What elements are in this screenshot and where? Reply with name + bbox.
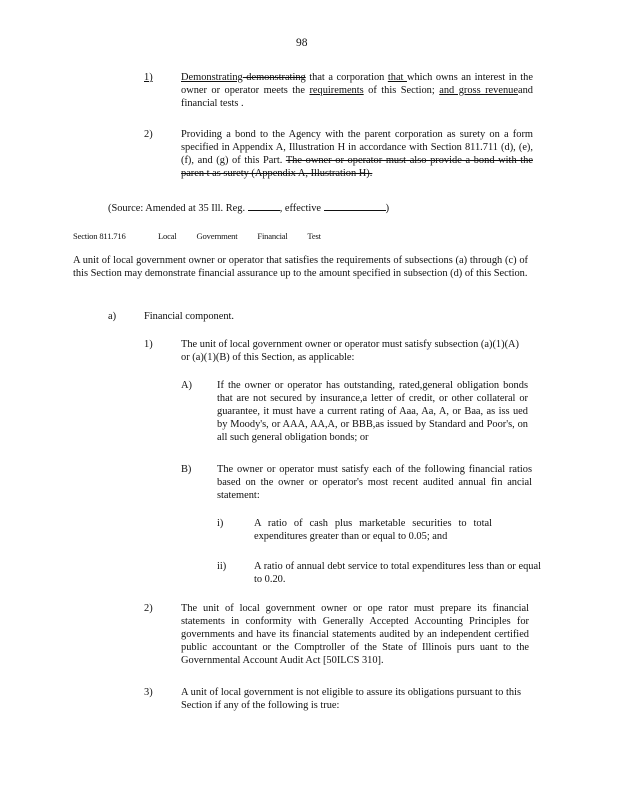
sub-i-text: A ratio of cash plus marketable securities to total expenditures greater than or equal to 0.05; and bbox=[254, 518, 492, 542]
intro-paragraph: A unit of local government owner or operator that satisfies the requirements of subsections (a) through (c) of this Section may demonstrate financial assurance up to the amount specified in subsection (d) of this Section. bbox=[73, 255, 528, 279]
item-1-text: Demonstrating demonstrating that a corporation that which owns an interest in the owner or operator meets the requirements of this Section; and gross revenueand financial tests . bbox=[181, 72, 533, 109]
sub-a1-text: The unit of local government owner or operator must satisfy subsection (a)(1)(A) or (a)(1)(B) of this Section, as applicable: bbox=[181, 339, 519, 363]
struck-text: The owner or operator must also provide a bond with the paren t as surety (Appendix A, Illustration H). bbox=[181, 154, 533, 179]
reg-page-blank bbox=[248, 200, 280, 211]
effective-date-blank bbox=[324, 200, 386, 211]
sub-a-text: Financial component. bbox=[144, 311, 235, 322]
sub-a-label: a) bbox=[108, 311, 117, 322]
sub-B-text: The owner or operator must satisfy each of the following financial ratios based on the owner or operator's most recent audited annual fin ancial statement: bbox=[217, 464, 532, 501]
item-1-label: 1) bbox=[144, 72, 153, 83]
sub-i-label: i) bbox=[217, 518, 224, 529]
sub-ii-label: ii) bbox=[217, 561, 227, 572]
sub-a1-label: 1) bbox=[144, 339, 153, 350]
section-title: Local Government Financial Test bbox=[158, 231, 321, 241]
page-number: 98 bbox=[296, 37, 308, 49]
item-2-text: Providing a bond to the Agency with the parent corporation as surety on a form specified in Appendix A, Illustration H in accordance with Section 811.711 (d), (e), (f), and (g) of this Part. The owner or operator must also provide a bond with the paren t as surety (Appendix A, Illustration H). bbox=[181, 129, 533, 179]
source-note: (Source: Amended at 35 Ill. Reg. , effective ) bbox=[108, 200, 538, 216]
sub-A-label: A) bbox=[181, 380, 192, 391]
sub-ii-text: A ratio of annual debt service to total expenditures less than or equal to 0.20. bbox=[254, 561, 541, 585]
sub-B-label: B) bbox=[181, 464, 192, 475]
section-number: Section 811.716 bbox=[73, 231, 126, 241]
sub-A-text: If the owner or operator has outstanding, rated,general obligation bonds that are not secured by insurance,a letter of credit, or other collateral or guarantee, it must have a current rating of Aaa, Aa, A, or Baa, as iss ued by Moody's, or AAA, AA,A, or BBB,as issued by Standard and Poor's, on all such general obligation bonds; or bbox=[217, 380, 528, 443]
item-2-label: 2) bbox=[144, 129, 153, 140]
sub-a3-label: 3) bbox=[144, 687, 153, 698]
sub-a2-text: The unit of local government owner or ope rator must prepare its financial statements in conformity with Generally Accepted Accounting Principles for governments and have its financial statements audited by an independent certified public accountant or the Comptroller of the State of Illinois purs uant to the Governmental Account Audit Act [50ILCS 310]. bbox=[181, 603, 529, 666]
sub-a2-label: 2) bbox=[144, 603, 153, 614]
sub-a3-text: A unit of local government is not eligible to assure its obligations pursuant to this Section if any of the following is true: bbox=[181, 687, 521, 711]
